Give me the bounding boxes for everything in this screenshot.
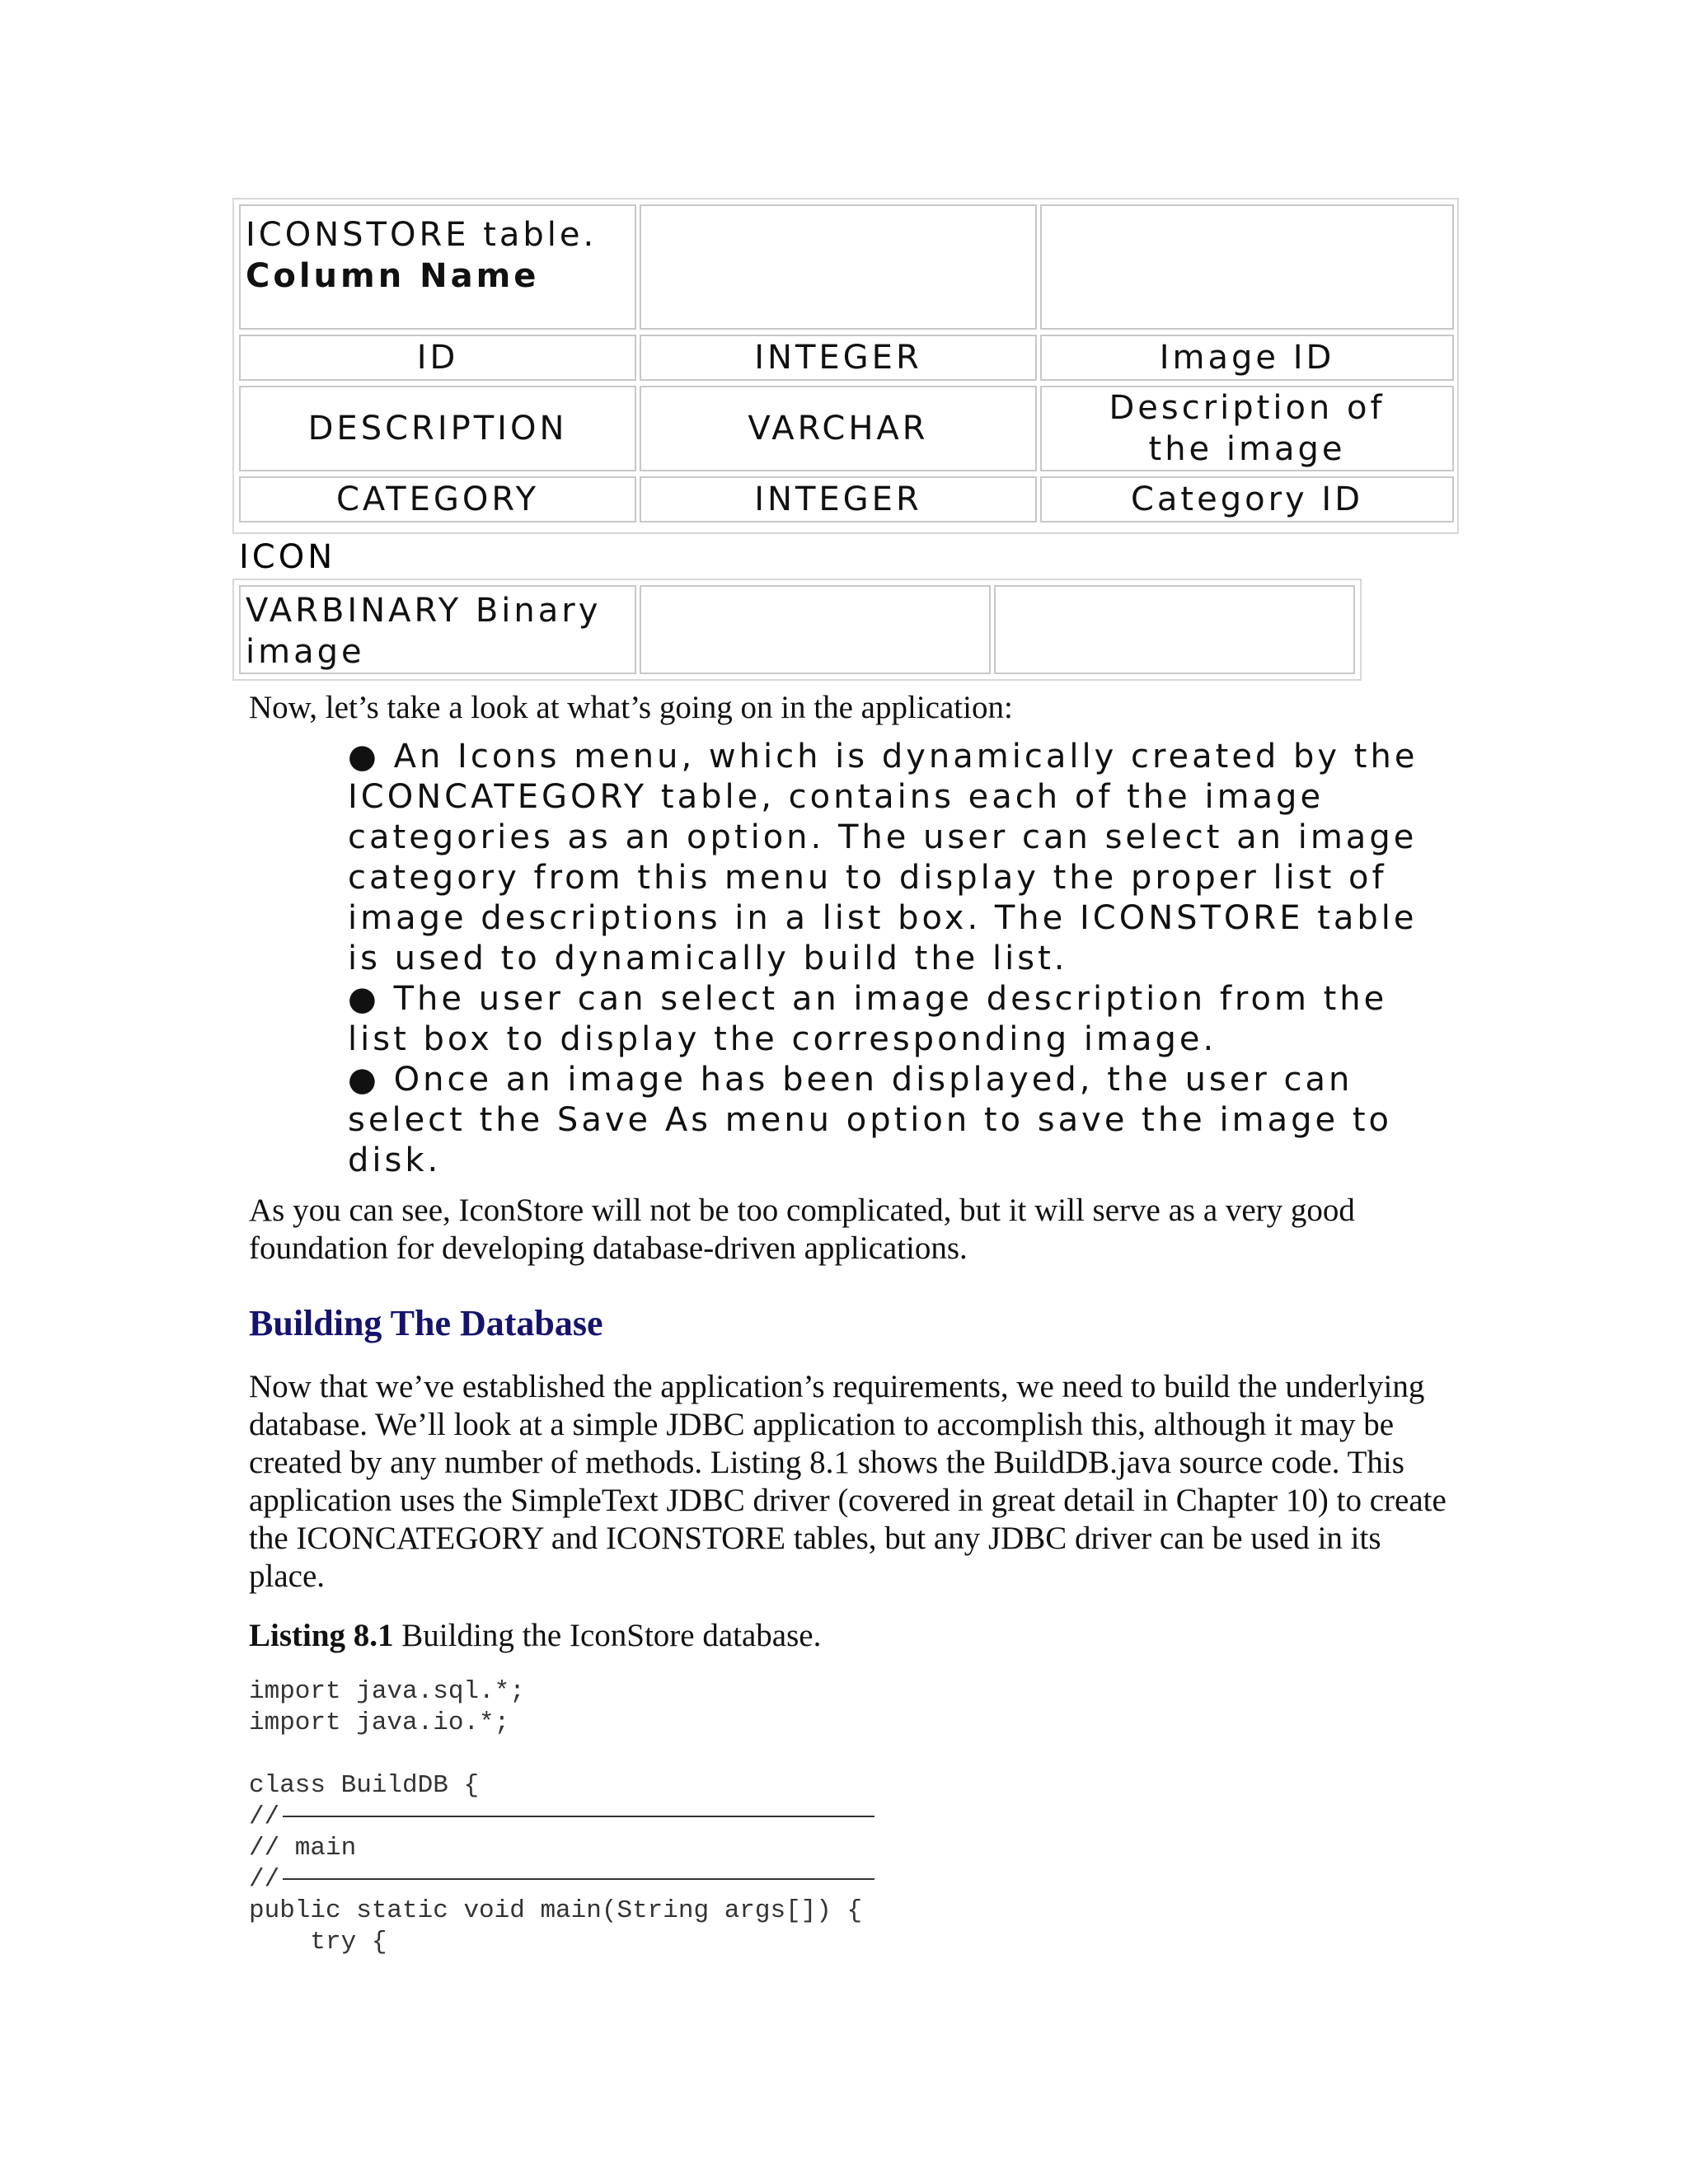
icon-column-table (232, 579, 1362, 681)
section-heading: Building The Database (249, 1303, 603, 1343)
table-cell-name: DESCRIPTION (239, 386, 636, 471)
listing-caption (249, 1617, 1452, 1655)
column-name-header: Column Name (246, 257, 540, 295)
table-caption: ICONSTORE table. (246, 216, 598, 254)
table-cell-type-desc: VARBINARY Binary image (239, 585, 636, 674)
summary-paragraph: As you can see, IconStore will not be too complicated, but it will serve as a very good foundation for developing database-driven applications. (249, 1193, 1355, 1266)
code-line: class BuildDB { (249, 1771, 480, 1800)
table-cell-type: INTEGER (640, 476, 1037, 523)
comment-rule (283, 1816, 874, 1817)
table-header-cell-empty (1040, 204, 1454, 330)
table-cell-empty (994, 585, 1355, 674)
table-cell-empty (640, 585, 991, 674)
code-line: import java.sql.*; (249, 1677, 525, 1706)
code-comment: // main (249, 1834, 357, 1863)
code-line: try { (249, 1928, 387, 1957)
listing-label: Listing 8.1 (249, 1618, 394, 1653)
table-cell-name: ID (239, 335, 636, 381)
table-header-cell (239, 204, 636, 330)
list-item: ● An Icons menu, which is dynamically created by the ICONCATEGORY table, contains each of the image categories as an option. The user can select an image category from this menu to display the proper list of image descriptions in a list box. The ICONSTORE table is used to dynamically build the list. (348, 738, 1418, 977)
code-listing (249, 1676, 874, 1958)
table-cell-desc: Image ID (1040, 335, 1454, 381)
code-comment-prefix: // (249, 1865, 280, 1894)
table-cell-type: VARCHAR (640, 386, 1037, 471)
code-line: import java.io.*; (249, 1708, 510, 1737)
body-paragraph: Now that we’ve established the application’s requirements, we need to build the underlying database. We’ll look at a simple JDBC application to accomplish this, although it may be created by any number of methods. Listing 8.1 shows the BuildDB.java source code. This application uses the SimpleText JDBC driver (covered in great detail in Chapter 10) to create the ICONCATEGORY and ICONSTORE tables, but any JDBC driver can be used in its place. (249, 1369, 1447, 1594)
table-cell-type: INTEGER (640, 335, 1037, 381)
icon-column-label: ICON (239, 538, 336, 576)
table-cell-name: CATEGORY (239, 476, 636, 523)
table-cell-desc: Description of the image (1040, 386, 1454, 471)
table-header-cell-empty (640, 204, 1037, 330)
comment-rule (283, 1878, 874, 1880)
feature-list (348, 737, 1444, 1181)
column-definition-table (232, 198, 1459, 534)
list-item: ● The user can select an image description from the list box to display the corresponding image. (348, 980, 1388, 1058)
code-line: public static void main(String args[]) { (249, 1896, 863, 1925)
list-item: ● Once an image has been displayed, the user can select the Save As menu option to save the image to disk. (348, 1061, 1392, 1179)
intro-paragraph: Now, let’s take a look at what’s going on in the application: (249, 690, 1013, 725)
code-comment-prefix: // (249, 1802, 280, 1831)
listing-caption-text: Building the IconStore database. (393, 1618, 822, 1653)
table-cell-desc: Category ID (1040, 476, 1454, 523)
